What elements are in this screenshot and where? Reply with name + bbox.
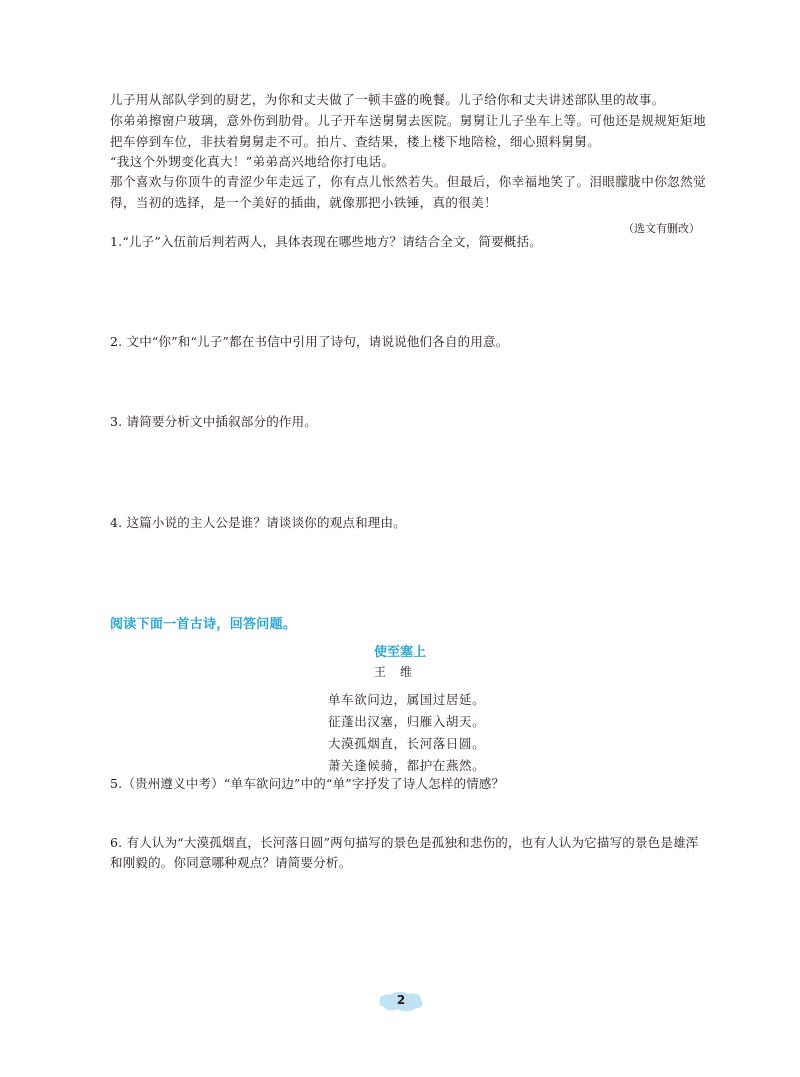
story-paragraph-4: 那个喜欢与你顶牛的青涩少年走远了，你有点儿怅然若失。但最后，你幸福地笑了。泪眼朦胧中你忽然觉得，当初的选择，是一个美好的插曲，就像那把小铁锤，真的很美！ [110, 174, 706, 210]
section-heading: 阅读下面一首古诗，回答问题。 [110, 617, 297, 632]
source-note: （选文有删改） [623, 222, 700, 235]
question-6: 6. 有人认为“大漠孤烟直，长河落日圆”两句描写的景色是孤独和悲伤的，也有人认为它描写的景色是雄浑和刚毅的。你同意哪种观点？请简要分析。 [110, 835, 699, 870]
question-3: 3. 请简要分析文中插叙部分的作用。 [110, 414, 318, 429]
poem-title: 使至塞上 [373, 645, 426, 660]
poem-line-3: 大漠孤烟直，长河落日圆。 [328, 736, 486, 751]
poem-line-1: 单车欲问边，属国过居延。 [328, 692, 486, 707]
story-paragraph-3: “我这个外甥变化真大！”弟弟高兴地给你打电话。 [110, 154, 395, 169]
story-paragraph-1: 儿子用从部队学到的厨艺，为你和丈夫做了一顿丰盛的晚餐。儿子给你和丈夫讲述部队里的故事。 [110, 92, 665, 107]
question-2: 2. 文中“你”和“儿子”都在书信中引用了诗句，请说说他们各自的用意。 [110, 334, 509, 349]
question-1: 1.“儿子”入伍前后判若两人，具体表现在哪些地方？请结合全文，简要概括。 [110, 234, 542, 249]
poem-line-4: 萧关逢候骑，都护在燕然。 [328, 758, 486, 773]
poem-author: 王维 [373, 665, 426, 679]
poem-line-2: 征蓬出汉塞，归雁入胡天。 [328, 714, 486, 729]
question-4: 4. 这篇小说的主人公是谁？请谈谈你的观点和理由。 [110, 515, 406, 530]
question-5: 5.（贵州遵义中考）“单车欲问边”中的“单”字抒发了诗人怎样的情感？ [110, 776, 505, 791]
story-paragraph-2: 你弟弟擦窗户玻璃，意外伤到肋骨。儿子开车送舅舅去医院。舅舅让儿子坐车上等。可他还是规规矩矩地把车停到车位，非扶着舅舅走不可。拍片、查结果，楼上楼下地陪检，细心照料舅舅。 [110, 113, 706, 149]
page-number: 2 [396, 993, 406, 1007]
